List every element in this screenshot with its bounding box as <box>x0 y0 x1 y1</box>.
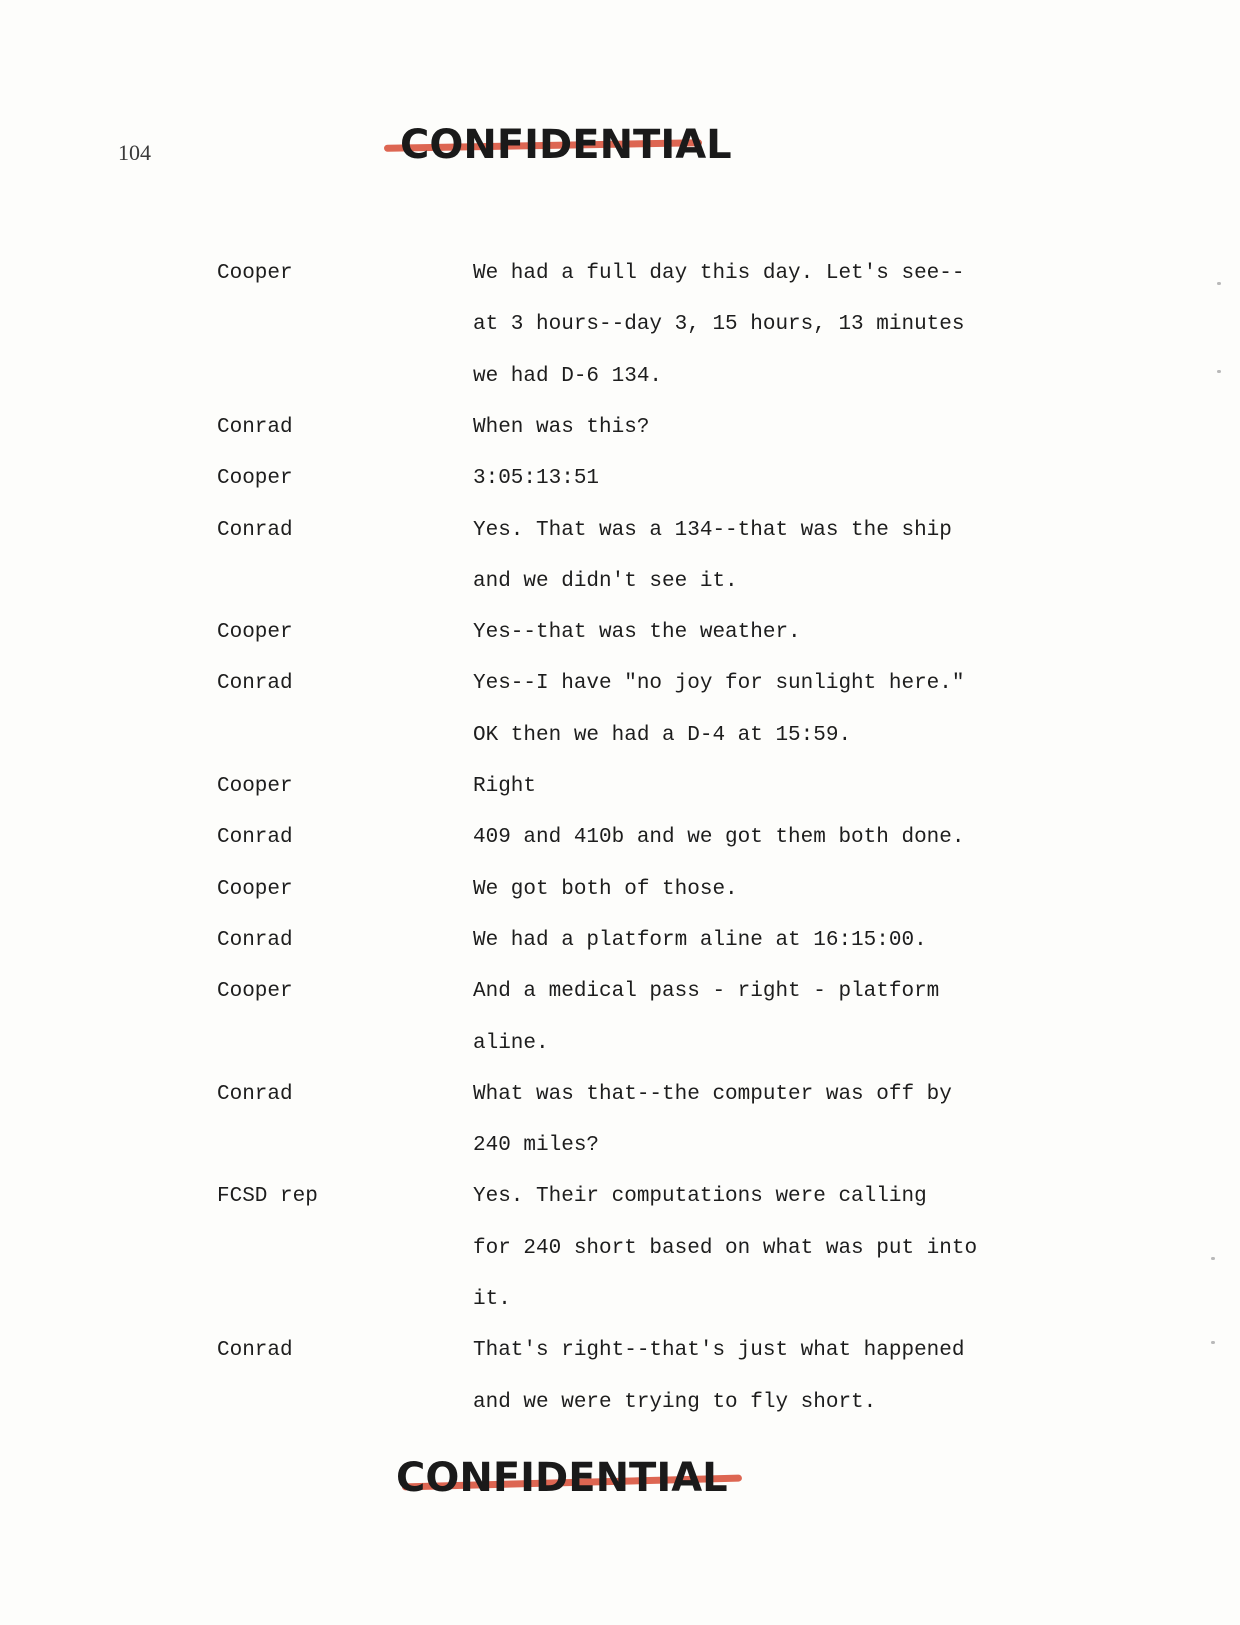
speaker-name: Cooper <box>217 262 293 285</box>
paper-speck <box>1211 1341 1215 1344</box>
dialogue-line: for 240 short based on what was put into <box>473 1236 978 1260</box>
speaker-name: Conrad <box>217 415 293 439</box>
dialogue-line: When was this? <box>473 415 650 439</box>
speaker-name: Conrad <box>217 928 293 952</box>
confidential-stamp-bottom <box>396 1455 728 1501</box>
dialogue-line: That's right--that's just what happened <box>473 1339 965 1363</box>
dialogue-line: 409 and 410b and we got them both done. <box>473 826 965 850</box>
page-number: 104 <box>118 140 151 165</box>
speaker-name: Conrad <box>217 1339 293 1363</box>
paper-speck <box>1217 282 1221 285</box>
dialogue-line: and we didn't see it. <box>473 569 738 593</box>
paper-speck <box>1217 370 1221 373</box>
speaker-name: Cooper <box>217 621 293 645</box>
speaker-name: Conrad <box>217 1082 293 1106</box>
speaker-name: Conrad <box>217 672 293 696</box>
dialogue-line: We got both of those. <box>473 877 738 901</box>
speaker-name: Cooper <box>217 877 293 901</box>
dialogue-line: Yes--I have "no joy for sunlight here." <box>473 672 965 696</box>
dialogue-line: Right <box>473 775 537 798</box>
dialogue-line: And a medical pass - right - platform <box>473 980 940 1004</box>
dialogue-line: it. <box>473 1288 511 1311</box>
dialogue-line: we had D-6 134. <box>473 364 663 388</box>
dialogue-line: We had a platform aline at 16:15:00. <box>473 928 927 952</box>
dialogue-line: and we were trying to fly short. <box>473 1390 877 1414</box>
confidential-stamp-text: CONFIDENTIAL <box>396 1455 728 1501</box>
dialogue-line: OK then we had a D-4 at 15:59. <box>473 723 852 747</box>
dialogue-line: at 3 hours--day 3, 15 hours, 13 minutes <box>473 313 965 337</box>
dialogue-line: Yes. Their computations were calling <box>473 1185 927 1209</box>
speaker-name: Cooper <box>217 775 293 798</box>
paper-speck <box>1211 1257 1215 1260</box>
confidential-stamp-top <box>400 122 732 168</box>
dialogue-line: 3:05:13:51 <box>473 467 600 491</box>
dialogue-line: Yes. That was a 134--that was the ship <box>473 518 952 542</box>
dialogue-line: Yes--that was the weather. <box>473 621 801 645</box>
dialogue-line: aline. <box>473 1031 549 1055</box>
dialogue-line: 240 miles? <box>473 1134 600 1158</box>
speaker-name: Cooper <box>217 467 293 491</box>
confidential-stamp-text: CONFIDENTIAL <box>400 122 732 168</box>
speaker-name: FCSD rep <box>217 1185 318 1209</box>
speaker-name: Cooper <box>217 980 293 1004</box>
dialogue-line: What was that--the computer was off by <box>473 1082 952 1106</box>
dialogue-line: We had a full day this day. Let's see-- <box>473 262 965 285</box>
speaker-name: Conrad <box>217 518 293 542</box>
speaker-name: Conrad <box>217 826 293 850</box>
